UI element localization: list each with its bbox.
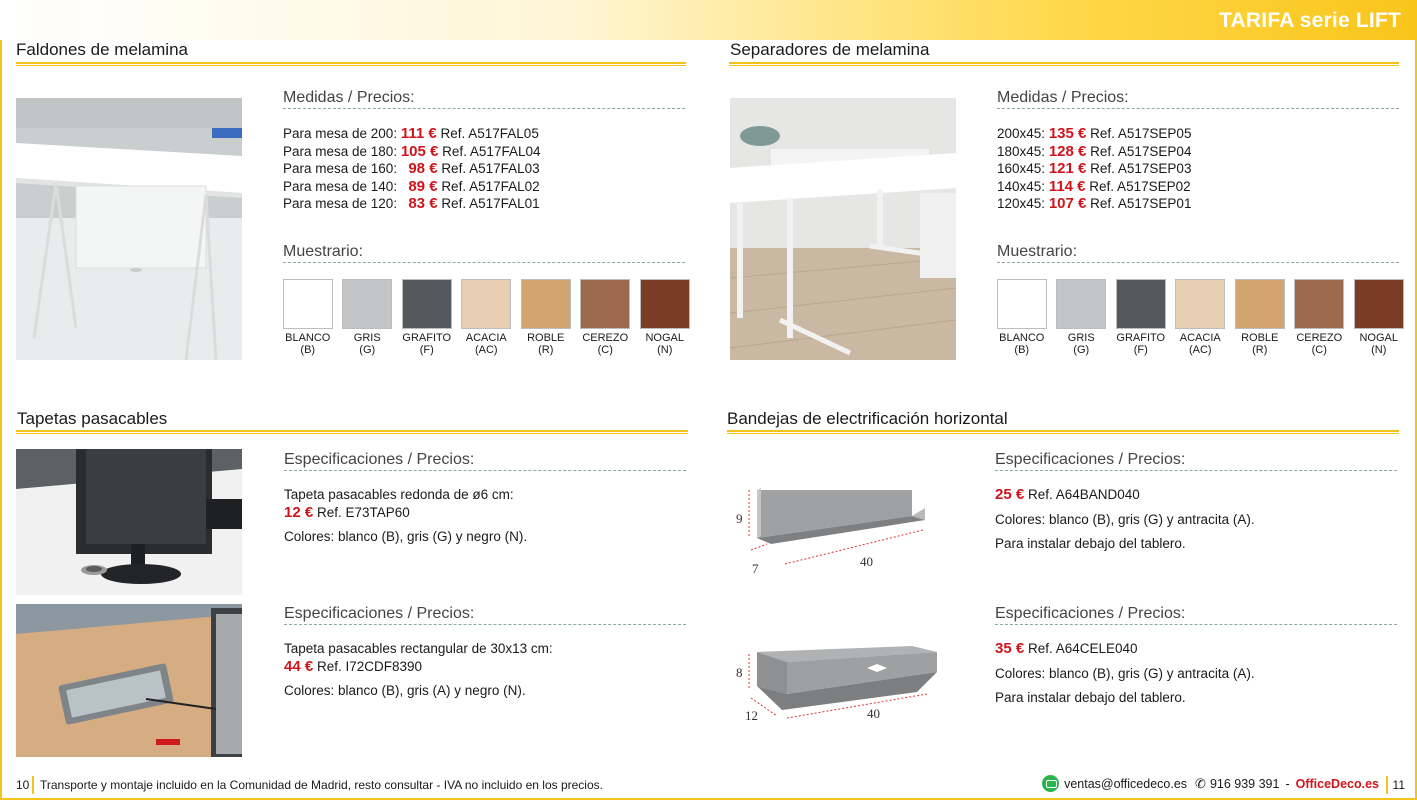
swatch-cerezo: CEREZO (C) <box>576 279 636 356</box>
header-bar <box>0 0 1417 40</box>
dashed-divider <box>284 470 686 471</box>
swatch-cerezo: CEREZO (C) <box>1290 279 1350 356</box>
tapeta-round-spec <box>284 486 527 546</box>
swatch-blanco: BLANCO (B) <box>992 279 1052 356</box>
dashed-divider <box>995 470 1397 471</box>
price-row: 120x45: 107 € Ref. A517SEP01 <box>997 195 1192 212</box>
swatch-chip <box>997 279 1047 329</box>
page-title: TARIFA serie LIFT <box>1219 9 1401 32</box>
page-number-left: 10 <box>16 778 30 792</box>
bandeja-1-width: 40 <box>860 554 873 569</box>
faldones-swatches <box>278 279 695 356</box>
footer-note: Transporte y montaje incluido en la Comunidad de Madrid, resto consultar - IVA no incluido en los precios. <box>40 778 603 792</box>
bandeja-1-heading: Especificaciones / Precios: <box>995 451 1186 468</box>
dashed-divider <box>997 262 1399 263</box>
dashed-divider <box>995 624 1397 625</box>
spec-colors: Colores: blanco (B), gris (G) y antracita (A). <box>995 511 1255 527</box>
dashed-divider <box>997 108 1399 109</box>
swatch-acacia: ACACIA (AC) <box>457 279 517 356</box>
whatsapp-icon <box>1042 775 1059 792</box>
swatch-nogal: NOGAL (N) <box>635 279 695 356</box>
footer <box>0 772 1417 800</box>
phone-icon: ✆ <box>1195 775 1206 791</box>
swatch-blanco: BLANCO (B) <box>278 279 338 356</box>
separadores-swatches <box>992 279 1409 356</box>
section-title-bandejas: Bandejas de electrificación horizontal <box>727 409 1008 428</box>
tapeta-round-heading: Especificaciones / Precios: <box>284 451 475 468</box>
separadores-price-list <box>997 125 1191 213</box>
swatch-gris: GRIS (G) <box>338 279 398 356</box>
swatch-chip <box>1116 279 1166 329</box>
spec-colors: Colores: blanco (B), gris (G) y negro (N). <box>284 529 528 544</box>
swatch-acacia: ACACIA (AC) <box>1171 279 1231 356</box>
spec-install: Para instalar debajo del tablero. <box>995 690 1186 705</box>
bandeja-2-drawing <box>727 632 952 732</box>
bandeja-1-drawing <box>727 478 952 578</box>
footer-dash: - <box>1285 776 1290 791</box>
bandeja-1-height: 9 <box>736 511 743 526</box>
swatch-nogal: NOGAL (N) <box>1349 279 1409 356</box>
swatch-chip <box>1175 279 1225 329</box>
spec-description: Tapeta pasacables rectangular de 30x13 cm: <box>284 641 553 656</box>
bandeja-2-heading: Especificaciones / Precios: <box>995 605 1186 622</box>
tapeta-rect-spec <box>284 640 553 700</box>
section-rule <box>729 62 1399 66</box>
spec-price-row: 12 € Ref. E73TAP60 <box>284 503 410 521</box>
bandeja-1-spec <box>995 486 1255 553</box>
price-row: 180x45: 128 € Ref. A517SEP04 <box>997 142 1192 160</box>
swatch-roble: ROBLE (R) <box>516 279 576 356</box>
dashed-divider <box>283 262 685 263</box>
footer-phone[interactable]: 916 939 391 <box>1209 776 1280 791</box>
price-row: Para mesa de 200: 111 € Ref. A517FAL05 <box>283 125 539 142</box>
price-row: 140x45: 114 € Ref. A517SEP02 <box>997 177 1191 195</box>
spec-install: Para instalar debajo del tablero. <box>995 536 1186 551</box>
price-row: Para mesa de 180: 105 € Ref. A517FAL04 <box>283 142 541 160</box>
spec-description: Tapeta pasacables redonda de ø6 cm: <box>284 487 514 502</box>
spec-colors: Colores: blanco (B), gris (A) y negro (N). <box>284 683 526 698</box>
swatch-chip <box>461 279 511 329</box>
separadores-photo <box>730 98 956 360</box>
swatch-roble: ROBLE (R) <box>1230 279 1290 356</box>
section-title-tapetas: Tapetas pasacables <box>17 409 168 428</box>
bandeja-1-depth: 7 <box>752 561 759 576</box>
section-title-separadores: Separadores de melamina <box>730 40 930 59</box>
spec-price-row: 44 € Ref. I72CDF8390 <box>284 657 423 675</box>
swatch-chip <box>1294 279 1344 329</box>
spec-price-row: 25 € Ref. A64BAND040 <box>995 486 1140 503</box>
swatch-chip <box>580 279 630 329</box>
price-row: 160x45: 121 € Ref. A517SEP03 <box>997 160 1192 177</box>
swatch-chip <box>640 279 690 329</box>
price-row: Para mesa de 160: 98 € Ref. A517FAL03 <box>283 160 540 177</box>
faldones-samples-heading: Muestrario: <box>283 243 364 260</box>
price-row: 200x45: 135 € Ref. A517SEP05 <box>997 125 1192 142</box>
footer-contact <box>1042 775 1379 792</box>
price-row: Para mesa de 120: 83 € Ref. A517FAL01 <box>283 195 540 212</box>
swatch-grafito: GRAFITO (F) <box>1111 279 1171 356</box>
swatch-chip <box>1056 279 1106 329</box>
faldones-prices-heading: Medidas / Precios: <box>283 89 415 106</box>
footer-brand[interactable]: OfficeDeco.es <box>1295 776 1379 791</box>
swatch-chip <box>521 279 571 329</box>
tapeta-rect-photo <box>16 604 242 757</box>
price-row: Para mesa de 140: 89 € Ref. A517FAL02 <box>283 177 540 195</box>
spec-colors: Colores: blanco (B), gris (G) y antracita (A). <box>995 665 1255 681</box>
separadores-samples-heading: Muestrario: <box>997 243 1078 260</box>
swatch-chip <box>1235 279 1285 329</box>
bandeja-2-spec <box>995 640 1255 707</box>
bandeja-2-width: 40 <box>867 706 880 721</box>
faldones-photo <box>16 98 242 360</box>
swatch-chip <box>342 279 392 329</box>
footer-separator <box>32 776 34 794</box>
footer-email[interactable]: ventas@officedeco.es <box>1064 776 1188 791</box>
page-number-right: 11 <box>1392 778 1405 792</box>
section-rule <box>16 62 686 66</box>
section-rule <box>727 430 1399 434</box>
swatch-chip <box>402 279 452 329</box>
tapeta-round-photo <box>16 449 242 595</box>
swatch-gris: GRIS (G) <box>1052 279 1112 356</box>
swatch-grafito: GRAFITO (F) <box>397 279 457 356</box>
spec-price-row: 35 € Ref. A64CELE040 <box>995 640 1138 657</box>
footer-separator <box>1386 776 1388 794</box>
dashed-divider <box>284 624 686 625</box>
swatch-chip <box>283 279 333 329</box>
section-title-faldones: Faldones de melamina <box>16 40 188 59</box>
bandeja-2-depth: 12 <box>745 708 758 723</box>
faldones-price-list <box>283 125 540 213</box>
section-rule <box>16 430 688 434</box>
swatch-chip <box>1354 279 1404 329</box>
bandeja-2-height: 8 <box>736 665 743 680</box>
dashed-divider <box>283 108 685 109</box>
tapeta-rect-heading: Especificaciones / Precios: <box>284 605 475 622</box>
separadores-prices-heading: Medidas / Precios: <box>997 89 1129 106</box>
